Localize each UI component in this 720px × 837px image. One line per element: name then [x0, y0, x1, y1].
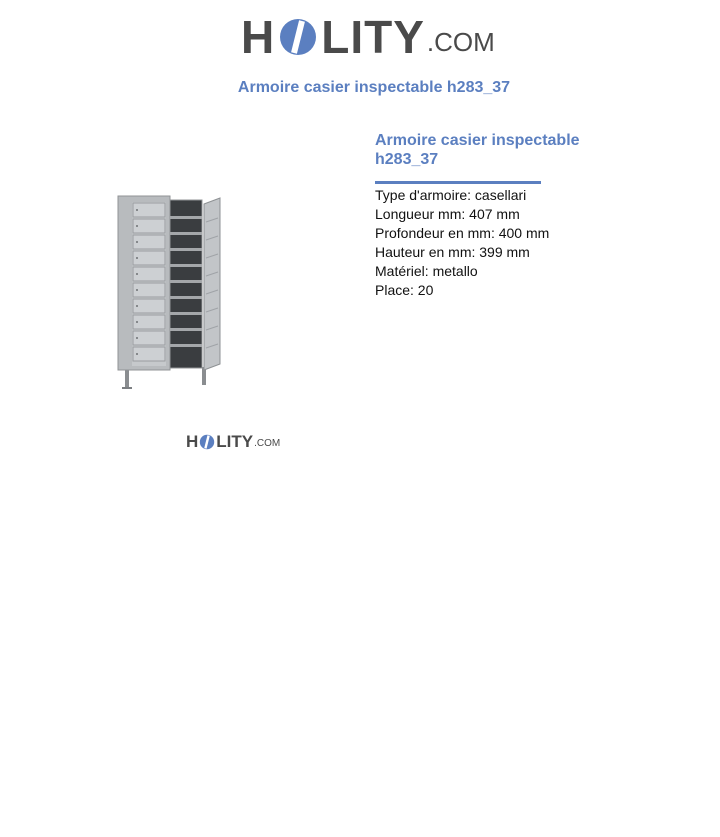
- title-divider: [375, 181, 541, 184]
- spec-places: Place: 20: [375, 282, 434, 298]
- spec-list: [375, 186, 549, 300]
- spec-depth: Profondeur en mm: 400 mm: [375, 225, 550, 241]
- logo-small-o-icon: [199, 434, 215, 450]
- spec-material: Matériel: metallo: [375, 263, 478, 279]
- spec-type: Type d'armoire: casellari: [375, 187, 527, 203]
- logo-text-left: H: [241, 11, 276, 63]
- locker-cabinet-image: [112, 192, 228, 390]
- logo-suffix: .COM: [426, 27, 495, 57]
- logo-small-text-left: H: [186, 432, 199, 451]
- spec-length: Longueur mm: 407 mm: [375, 206, 520, 222]
- holity-logo-small[interactable]: [186, 431, 280, 453]
- logo-o-icon: [278, 17, 318, 57]
- holity-logo[interactable]: [241, 10, 495, 64]
- logo-small-suffix: .COM: [254, 438, 281, 449]
- product-title: Armoire casier inspectable h283_37: [375, 132, 580, 168]
- spec-height: Hauteur en mm: 399 mm: [375, 244, 530, 260]
- logo-small-text-right: LITY: [216, 432, 254, 451]
- logo-text-right: LITY: [321, 11, 425, 63]
- page-title: Armoire casier inspectable h283_37: [237, 79, 511, 96]
